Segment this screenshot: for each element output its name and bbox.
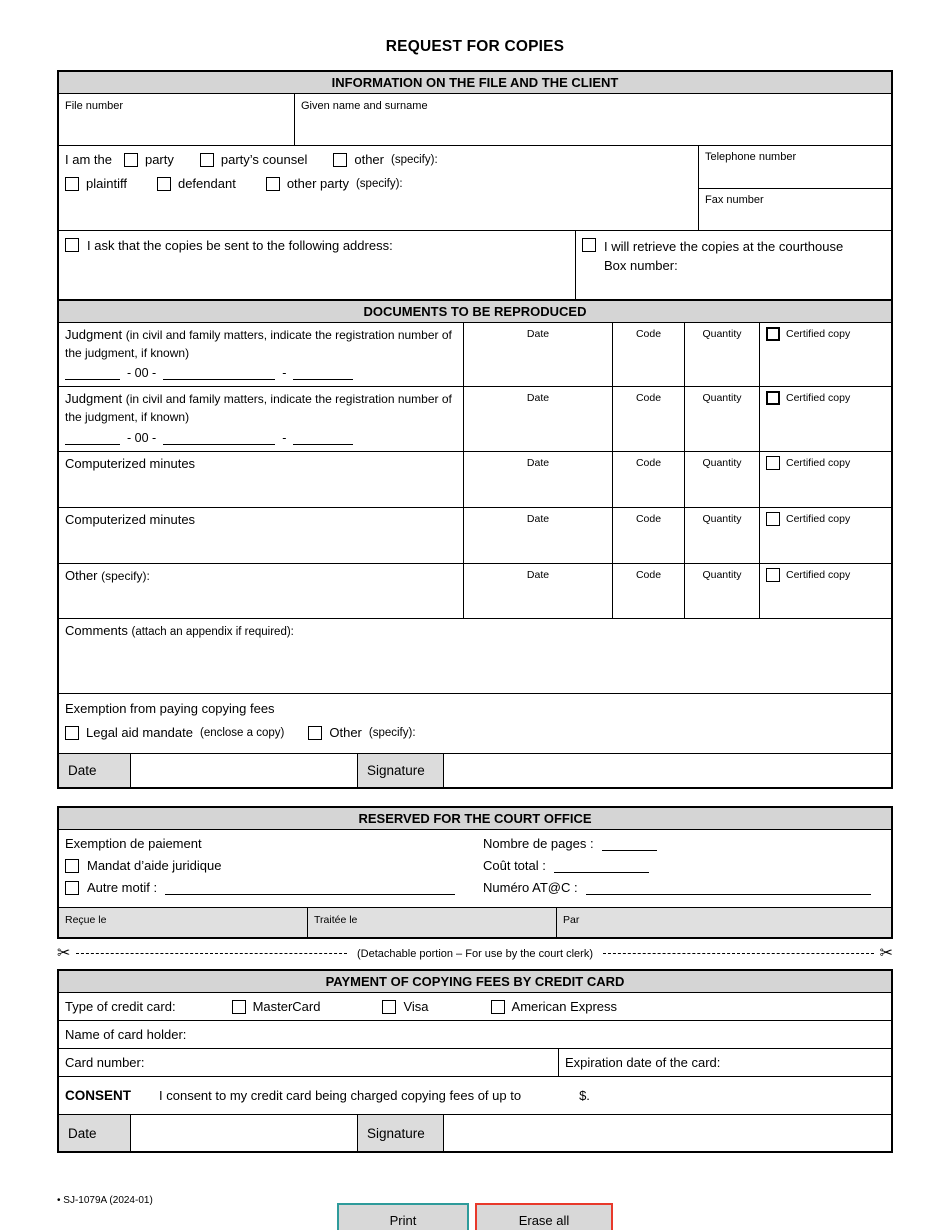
page-title: REQUEST FOR COPIES [385,38,565,55]
other-role-label: other [354,152,384,167]
role-line-1 [65,152,692,167]
mastercard-option [232,999,321,1014]
other-text [65,567,457,585]
phone-fax-cell [699,146,891,230]
judgment-note: (in civil and family matters, indicate the registration number of the judgment, if known) [65,392,452,424]
other-role-specify-label: (specify): [391,153,438,166]
quantity-field-3[interactable] [685,452,760,507]
card-number-row [59,1049,891,1077]
expiry-field[interactable] [559,1049,891,1076]
document-row-minutes-1 [59,452,891,508]
court-office-header: RESERVED FOR THE COURT OFFICE [59,808,891,830]
fill-blank[interactable] [293,366,353,380]
detachable-divider [57,944,893,964]
code-column-label: Code [635,392,662,404]
other-party-option [266,176,403,191]
reg-mid-label: - 00 - [127,366,157,380]
date-field-2[interactable] [464,387,613,451]
card-type-row [59,993,891,1021]
comments-label: Comments [65,623,128,638]
date-field-3[interactable] [464,452,613,507]
total-line [483,858,885,873]
minutes-description-1 [59,452,464,507]
quantity-column-label: Quantity [702,457,742,469]
quantity-column-label: Quantity [702,513,742,525]
date-column-label: Date [526,513,550,525]
payment-section [57,969,893,1153]
code-field-1[interactable] [613,323,685,386]
other-role-option [333,152,437,167]
numero-label: Numéro AT@C : [483,880,578,895]
judgment-label: Judgment [65,327,123,342]
certified-copy-label: Certified copy [786,513,851,525]
court-office-content [59,830,891,908]
dashed-line [76,953,347,954]
certified-copy-checkbox-1[interactable] [766,327,780,341]
quantity-field-1[interactable] [685,323,760,386]
card-holder-label: Name of card holder: [65,1027,187,1042]
reg-mid-label: - 00 - [127,431,157,445]
card-type-label: Type of credit card: [65,999,176,1014]
court-totals-cell [477,830,891,907]
exemption-other-label: Other [329,725,362,740]
certified-copy-checkbox-3[interactable] [766,456,780,470]
code-column-label: Code [635,457,662,469]
mandat-label: Mandat d’aide juridique [87,858,222,873]
legal-aid-option [65,725,284,740]
quantity-field-5[interactable] [685,564,760,618]
pages-field[interactable] [602,837,657,851]
date-field-1[interactable] [464,323,613,386]
exemption-other-specify: (specify): [368,726,416,739]
given-name-field[interactable] [295,94,891,145]
par-field[interactable] [557,908,891,937]
minutes-description-2 [59,508,464,563]
other-party-label: other party [286,176,349,191]
judgment-text-1 [65,326,457,361]
party-checkbox[interactable] [124,153,138,167]
telephone-field[interactable] [699,146,891,188]
judgment-description-1 [59,323,464,386]
certified-copy-checkbox-5[interactable] [766,568,780,582]
plaintiff-checkbox[interactable] [65,177,79,191]
payment-date-field[interactable] [131,1115,358,1151]
scissors-icon: ✂ [879,945,894,962]
payment-section-header: PAYMENT OF COPYING FEES BY CREDIT CARD [59,971,891,993]
quantity-column-label: Quantity [702,569,742,581]
fax-field[interactable] [699,188,891,231]
plaintiff-label: plaintiff [86,176,127,191]
reg-dash-label: - [282,366,287,380]
code-column-label: Code [635,328,662,340]
retrieve-text [604,238,843,276]
send-address-label: I ask that the copies be sent to the following address: [87,238,393,253]
payment-date-signature-row [59,1115,891,1151]
certified-copy-label: Certified copy [786,457,851,469]
mastercard-label: MasterCard [252,999,321,1014]
autre-motif-checkbox[interactable] [65,881,79,895]
fax-label: Fax number [705,193,764,206]
mandat-option [65,858,471,873]
fill-blank[interactable] [293,431,353,445]
consent-text: I consent to my credit card being charged copying fees of up to [159,1088,522,1103]
registration-number-field-2[interactable] [65,431,457,447]
date-column-label: Date [526,569,550,581]
dashed-line [603,953,874,954]
send-address-checkbox[interactable] [65,238,79,252]
date-signature-row [59,754,891,787]
comments-field[interactable] [59,619,891,694]
quantity-field-2[interactable] [685,387,760,451]
signature-label: Signature [358,754,444,787]
recue-label: Reçue le [65,914,107,926]
judgment-label: Judgment [65,391,123,406]
legal-aid-checkbox[interactable] [65,726,79,740]
total-field[interactable] [554,859,649,873]
par-label: Par [563,914,580,926]
minutes-label: Computerized minutes [65,512,196,527]
consent-amount-field[interactable] [521,1088,579,1104]
comments-note: (attach an appendix if required): [131,626,294,638]
certified-copy-checkbox-4[interactable] [766,512,780,526]
card-number-field[interactable] [59,1049,559,1076]
code-field-2[interactable] [613,387,685,451]
other-label: Other [65,568,98,583]
fill-blank[interactable] [65,431,120,445]
info-section-header: INFORMATION ON THE FILE AND THE CLIENT [59,72,891,94]
other-description[interactable] [59,564,464,618]
visa-option [382,999,428,1014]
payment-signature-field[interactable] [444,1115,891,1151]
code-field-3[interactable] [613,452,685,507]
autre-motif-label: Autre motif : [87,880,158,895]
date-column-label: Date [526,392,550,404]
partys-counsel-option [200,152,307,167]
consent-label: CONSENT [65,1088,132,1103]
send-address-field[interactable] [59,231,576,299]
recue-field[interactable] [59,908,308,937]
party-label: party [144,152,174,167]
certified-copy-label: Certified copy [786,328,851,340]
document-row-minutes-2 [59,508,891,564]
bottom-bar [57,1191,893,1230]
court-exemption-cell [59,830,477,907]
amex-option [491,999,617,1014]
fill-blank[interactable] [163,431,275,445]
pages-label: Nombre de pages : [483,836,594,851]
certified-cell-3 [760,452,891,507]
retrieve-option [582,238,885,276]
pages-line [483,836,885,851]
document-row-judgment-2 [59,387,891,452]
file-number-label: File number [65,100,124,112]
code-field-4[interactable] [613,508,685,563]
date-field[interactable] [131,754,358,787]
other-party-specify-label: (specify): [355,177,403,190]
party-option [124,152,174,167]
role-line-2 [65,176,692,191]
documents-section-header: DOCUMENTS TO BE REPRODUCED [59,301,891,323]
date-field-4[interactable] [464,508,613,563]
button-row [57,1191,893,1230]
court-exemption-title: Exemption de paiement [65,836,202,851]
card-holder-field[interactable] [59,1021,891,1049]
code-field-5[interactable] [613,564,685,618]
court-office-section [57,806,893,939]
documents-section [57,299,893,789]
certified-cell-2 [760,387,891,451]
info-section [57,70,893,301]
date-column-label: Date [526,457,550,469]
legal-aid-note: (enclose a copy) [199,726,285,739]
total-label: Coût total : [483,858,546,873]
fill-blank[interactable] [65,366,120,380]
quantity-column-label: Quantity [702,392,742,404]
certified-copy-checkbox-2[interactable] [766,391,780,405]
defendant-label: defendant [177,176,236,191]
court-dates-row [59,908,891,937]
fill-blank[interactable] [163,366,275,380]
role-row [59,146,891,231]
retrieve-cell [576,231,891,299]
telephone-label: Telephone number [705,151,797,163]
quantity-column-label: Quantity [702,328,742,340]
expiry-label: Expiration date of the card: [565,1055,721,1070]
partys-counsel-label: party’s counsel [220,152,308,167]
registration-number-field-1[interactable] [65,366,457,382]
consent-row [59,1077,891,1115]
date-field-5[interactable] [464,564,613,618]
retrieve-checkbox[interactable] [582,238,596,252]
autre-motif-option [65,880,471,895]
address-row [59,231,891,299]
judgment-text-2 [65,390,457,425]
dollar-label: $. [579,1088,590,1103]
reg-dash-label: - [282,431,287,445]
judgment-description-2 [59,387,464,451]
code-column-label: Code [635,513,662,525]
visa-label: Visa [403,999,429,1014]
box-number-label[interactable]: Box number: [604,257,678,273]
role-cell [59,146,699,230]
signature-field[interactable] [444,754,891,787]
retrieve-label: I will retrieve the copies at the courthouse [604,239,844,254]
other-party-checkbox[interactable] [266,177,280,191]
other-specify-label: (specify): [101,569,150,583]
form-number: • SJ-1079A (2024-01) [57,1195,153,1206]
minutes-label: Computerized minutes [65,456,196,471]
numero-field[interactable] [586,881,871,895]
code-column-label: Code [635,569,662,581]
certified-copy-label: Certified copy [786,569,851,581]
form-body [57,0,893,1230]
given-name-label: Given name and surname [301,100,428,112]
payment-date-label: Date [59,1115,131,1151]
traitee-field[interactable] [308,908,557,937]
amex-label: American Express [511,999,618,1014]
card-number-label: Card number: [65,1055,145,1070]
defendant-option [157,176,236,191]
certified-copy-label: Certified copy [786,392,851,404]
date-label: Date [59,754,131,787]
detachable-label: (Detachable portion – For use by the court clerk) [357,948,594,960]
exemption-other-option [308,725,415,740]
other-role-checkbox[interactable] [333,153,347,167]
visa-checkbox[interactable] [382,1000,396,1014]
numero-line [483,880,885,895]
traitee-label: Traitée le [314,914,358,926]
names-row [59,94,891,146]
autre-motif-field[interactable] [165,881,455,895]
defendant-checkbox[interactable] [157,177,171,191]
print-button[interactable]: Print [337,1203,469,1230]
amex-checkbox[interactable] [491,1000,505,1014]
exemption-options [65,725,885,740]
i-am-the-label: I am the [65,152,112,167]
certified-cell-5 [760,564,891,618]
legal-aid-label: Legal aid mandate [86,725,193,740]
plaintiff-option [65,176,127,191]
file-number-field[interactable] [59,94,295,145]
partys-counsel-checkbox[interactable] [200,153,214,167]
payment-signature-label: Signature [358,1115,444,1151]
exemption-block [59,694,891,754]
exemption-title: Exemption from paying copying fees [65,701,275,716]
document-row-other [59,564,891,619]
document-row-judgment-1 [59,323,891,387]
mastercard-checkbox[interactable] [232,1000,246,1014]
quantity-field-4[interactable] [685,508,760,563]
date-column-label: Date [526,328,550,340]
exemption-other-checkbox[interactable] [308,726,322,740]
certified-cell-4 [760,508,891,563]
mandat-checkbox[interactable] [65,859,79,873]
judgment-note: (in civil and family matters, indicate the registration number of the judgment, if known) [65,328,452,360]
erase-all-button[interactable]: Erase all [475,1203,613,1230]
scissors-icon: ✂ [57,945,71,962]
certified-cell-1 [760,323,891,386]
